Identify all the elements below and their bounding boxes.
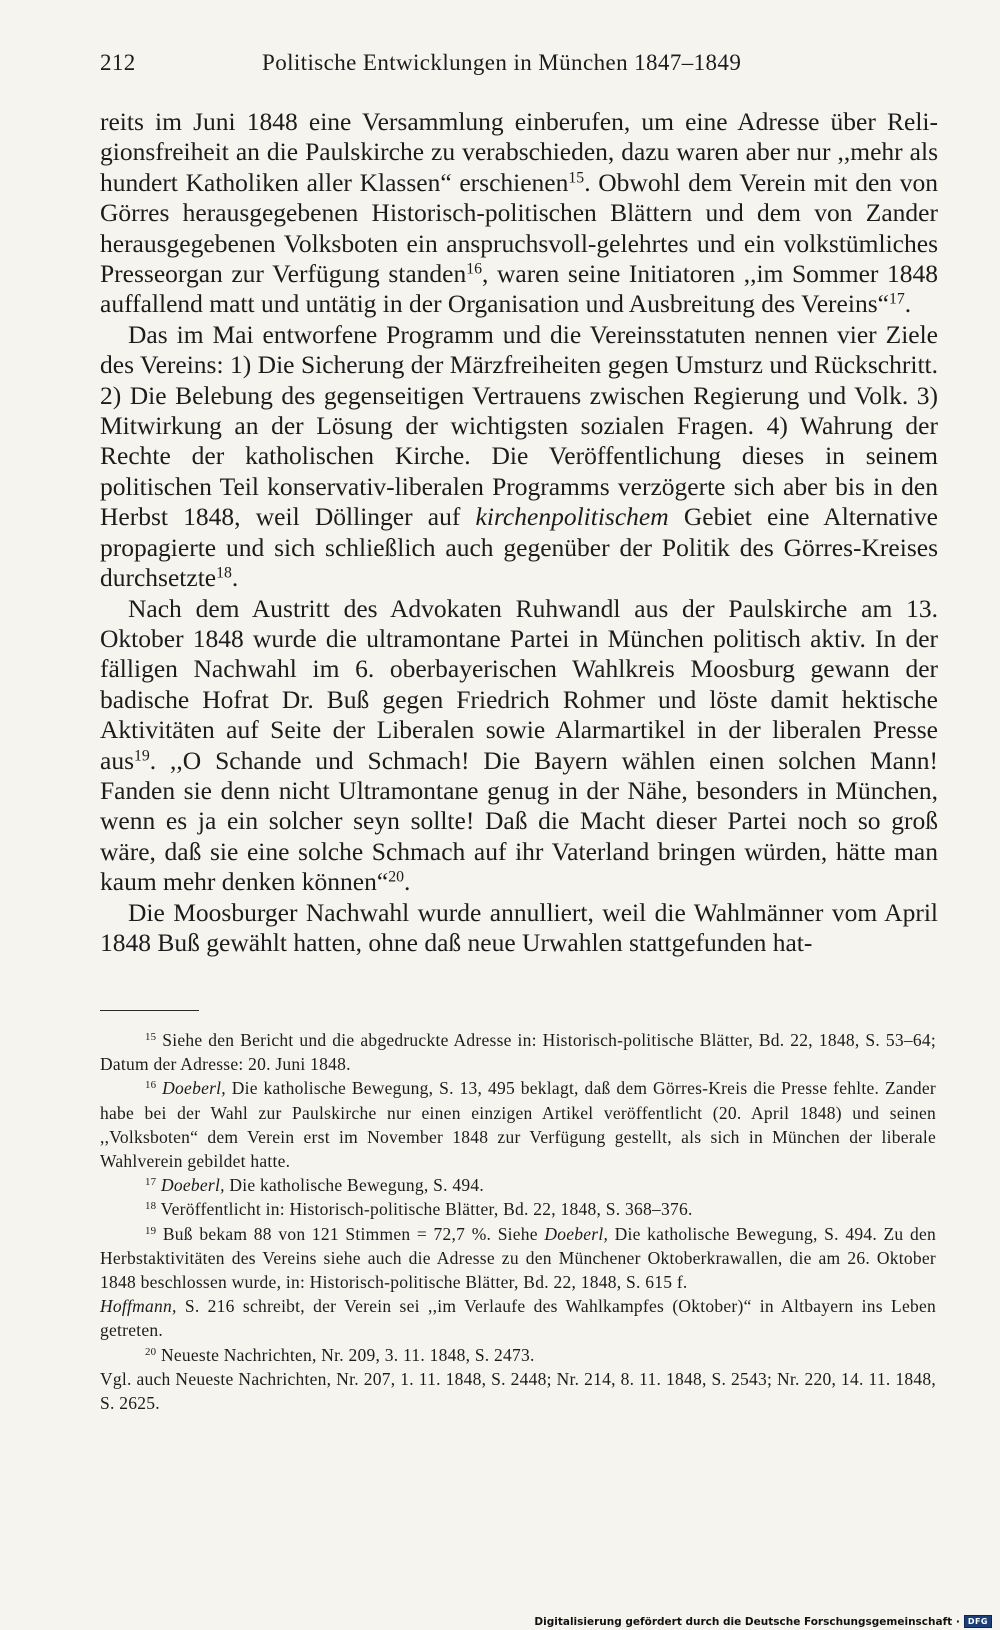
page-number: 212	[100, 50, 136, 75]
body-paragraph	[100, 594, 938, 898]
body-paragraph	[100, 107, 938, 320]
text-run: Nach dem Austritt des Advokaten Ruhwandl aus der Paulskirche am 13. Oktober 1848 wurde die ultramontane Partei in München politisch aktiv. In der fälligen Nachwahl im 6. oberbayerischen Wahlkreis Moosburg gewann der badische Hofrat Dr. Buß gegen Friedrich Rohmer und löste damit hektische Aktivitäten auf Seite der Liberalen sowie Alarmartikel in der liberalen Presse aus	[100, 593, 938, 775]
text-run: Die katholische Bewegung, S. 494. Zu den Herbstaktivitäten des Vereins siehe auch die Adresse zu den Münchener Oktoberkrawallen, die am 26. Oktober 1848 beschlossen wurde, in: Historisch-politische Blätter, Bd. 22, 1848, S. 615 f.	[100, 1223, 936, 1293]
footnote-marker: 15	[145, 1031, 157, 1044]
text-run: Die katholische Bewegung, S. 13, 495 beklagt, daß dem Görres-Kreis die Presse fehlte. Zander habe bei der Wahl zur Paulskirche nur einen einzigen Artikel veröffentlicht (20. April 1848) und seinen ,,Volksboten“ dem Verein erst im November 1848 zur Verfügung gestellt, als sich in München der liberale Wahlverein gebildet hatte.	[100, 1078, 937, 1172]
text-run: .	[231, 563, 239, 593]
footnote	[100, 1173, 936, 1197]
body-paragraph	[100, 898, 938, 959]
footnote	[100, 1076, 936, 1173]
footnote-marker: 16	[145, 1079, 157, 1092]
running-title: Politische Entwicklungen in München 1847–1849	[262, 50, 742, 75]
italic-text: Doeberl,	[544, 1223, 609, 1244]
body-paragraph	[100, 320, 938, 594]
footnote	[100, 1222, 936, 1295]
text-run: .	[904, 289, 912, 319]
text-run: . Obwohl dem Verein mit den von Görres herausgegebenen Historisch-politischen Blättern und dem von Zander herausgegebenen Volksboten ein anspruchsvoll-gelehrtes und ein volkstümliches Presseorgan zur Verfügung standen	[100, 167, 939, 289]
text-run: , waren seine Initiatoren ,,im Sommer 1848 auffallend matt und untätig in der Organisation und Ausbreitung des Vereins“	[100, 259, 939, 319]
main-text	[100, 107, 938, 958]
dfg-logo: DFG	[964, 1615, 992, 1628]
footnote-marker: 20	[388, 868, 404, 886]
credit-text: Digitalisierung gefördert durch die Deutsche Forschungsgemeinschaft ·	[534, 1615, 960, 1628]
italic-text: Doeberl,	[162, 1078, 226, 1099]
text-run: Das im Mai entworfene Programm und die Vereinsstatuten nennen vier Ziele des Vereins: 1) Die Sicherung der Märzfreiheiten gegen Umsturz und Rückschritt. 2) Die Belebung des gegenseitigen Vertrauens zwischen Regierung und Volk. 3) Mitwirkung an der Lösung der wichtigsten sozialen Fragen. 4) Wahrung der Rechte der katholischen Kirche. Die Veröffentlichung dieses in seinem politischen Teil konservativ-liberalen Programms verzögerte sich aber bis in den Herbst 1848, weil Döllinger auf	[100, 319, 938, 532]
text-run: Vgl. auch Neueste Nachrichten, Nr. 207, 1. 11. 1848, S. 2448; Nr. 214, 8. 11. 1848, S. 2543; Nr. 220, 14. 11. 1848, S. 2625.	[100, 1368, 936, 1414]
text-run: Siehe den Bericht und die abgedruckte Adresse in: Historisch-politische Blätter, Bd. 22, 1848, S. 53–64; Datum der Adresse: 20. Juni 1848.	[100, 1030, 936, 1075]
italic-text: Doeberl,	[160, 1175, 225, 1196]
text-run: Gebiet eine Alternative propagierte und sich schließlich auch gegenüber der Politik des Görres-Kreises durchsetzte	[100, 502, 938, 593]
text-run: S. 216 schreibt, der Verein sei ,,im Verlaufe des Wahlkampfes (Oktober)“ in Altbayern ins Leben getreten.	[100, 1296, 936, 1341]
text-run: Neueste Nachrichten, Nr. 209, 3. 11. 1848, S. 2473.	[156, 1344, 535, 1365]
text-run: .	[404, 867, 411, 897]
italic-text: kirchenpolitischem	[475, 502, 669, 532]
digitization-credit	[534, 1615, 992, 1628]
footnote-marker: 17	[145, 1176, 157, 1189]
footnote-marker: 19	[134, 746, 150, 764]
running-header	[100, 48, 940, 78]
text-run: Die katholische Bewegung, S. 494.	[224, 1175, 484, 1196]
footnotes	[100, 1028, 936, 1415]
text-run: reits im Juni 1848 eine Versammlung einberufen, um eine Adresse über Religionsfreiheit an die Paulskirche zu verabschieden, dazu waren aber nur ,,mehr als hundert Katholiken aller Klassen“ erschienen	[100, 107, 938, 197]
footnote	[100, 1367, 936, 1415]
footnote	[100, 1028, 936, 1076]
footnote	[100, 1294, 936, 1342]
footnote-separator	[100, 1010, 199, 1011]
text-run: Veröffentlicht in: Historisch-politische Blätter, Bd. 22, 1848, S. 368–376.	[156, 1199, 693, 1220]
footnote-marker: 17	[888, 290, 905, 308]
footnote-marker: 16	[466, 260, 483, 278]
footnote-marker: 15	[568, 169, 585, 187]
footnote	[100, 1343, 936, 1367]
footnote-marker: 18	[145, 1200, 157, 1213]
text-run: Die Moosburger Nachwahl wurde annulliert, weil die Wahlmänner vom April 1848 Buß gewählt hatten, ohne daß neue Urwahlen stattgefunden hat-	[100, 897, 938, 957]
footnote-marker: 20	[145, 1345, 157, 1358]
footnote-marker: 19	[145, 1224, 157, 1237]
footnote-marker: 18	[216, 564, 232, 582]
italic-text: Hoffmann,	[100, 1296, 177, 1317]
footnote	[100, 1197, 936, 1221]
text-run: Buß bekam 88 von 121 Stimmen = 72,7 %. Siehe	[156, 1223, 545, 1244]
text-run: . ,,O Schande und Schmach! Die Bayern wählen einen solchen Mann! Fanden sie denn nicht Ultramontane genug in der Nähe, besonders in München, wenn es ja ein solcher seyn sollte! Daß die Macht dieser Partei noch so groß wäre, daß sie eine solche Schmach auf ihr Vaterland bringen würden, hätte man kaum mehr denken können“	[100, 745, 938, 897]
